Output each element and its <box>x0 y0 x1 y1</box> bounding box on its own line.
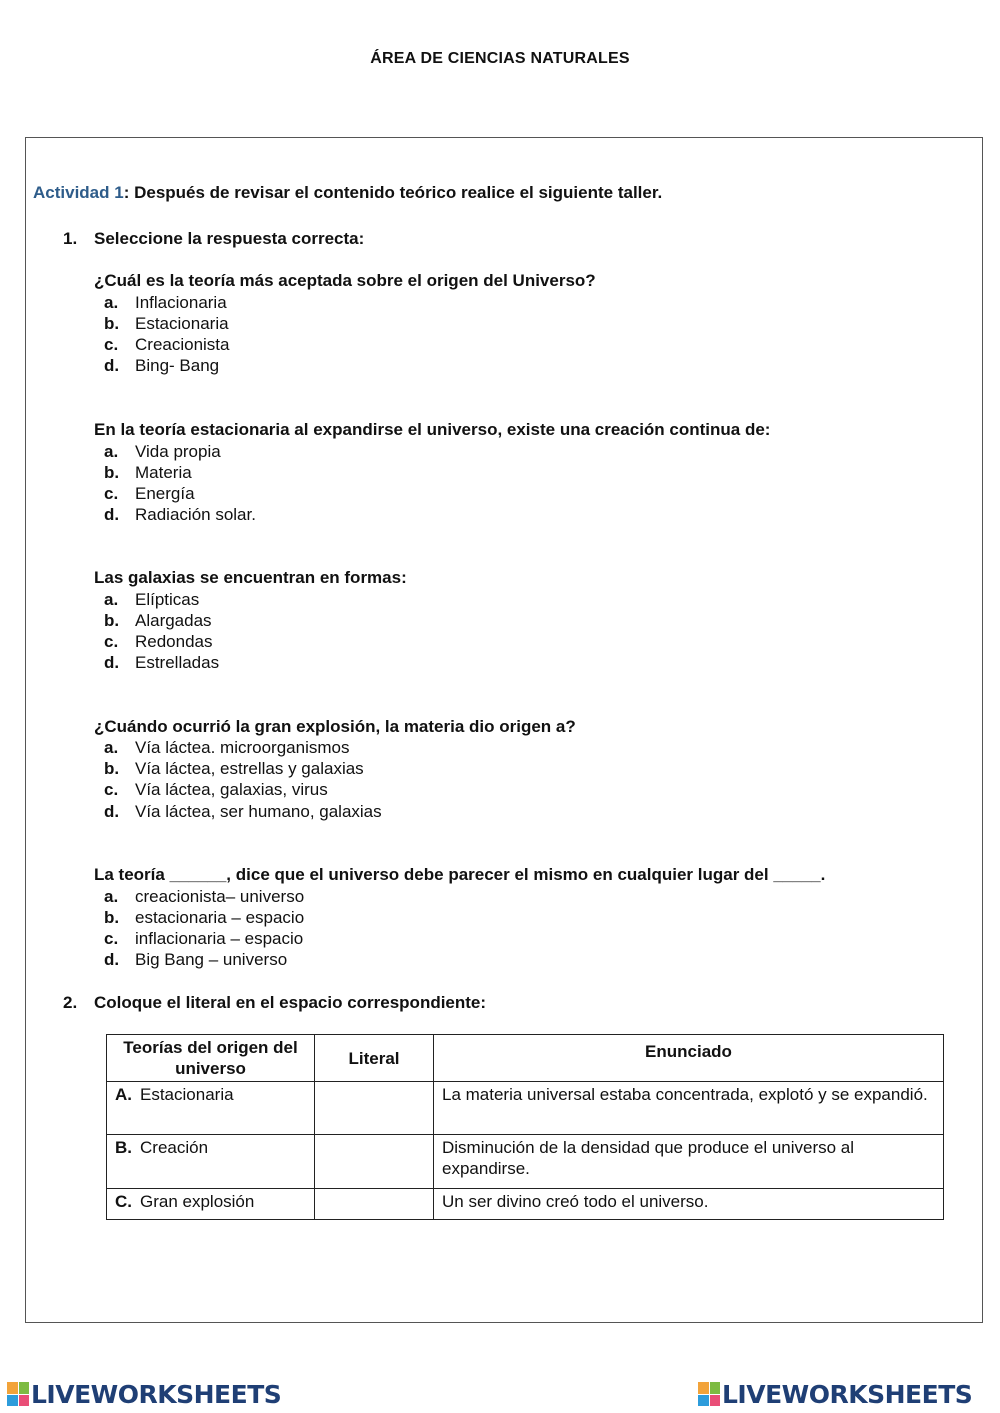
question-5-option-d[interactable] <box>104 950 287 970</box>
question-4-option-c[interactable] <box>104 780 328 800</box>
option-letter: b. <box>104 463 120 482</box>
section-2-title: Coloque el literal en el espacio correspondiente: <box>94 993 487 1012</box>
liveworksheets-icon <box>698 1382 720 1406</box>
activity-label: Actividad 1 <box>33 183 124 202</box>
logo-square <box>7 1395 18 1407</box>
theory-name: Creación <box>140 1138 209 1157</box>
row-letter: B. <box>115 1138 132 1157</box>
statement-cell: Disminución de la densidad que produce el universo al expandirse. <box>434 1135 944 1189</box>
logo-square <box>19 1382 30 1394</box>
option-text: Estacionaria <box>135 314 229 333</box>
question-1-option-d[interactable] <box>104 356 219 376</box>
table-row <box>107 1135 944 1189</box>
question-5-option-a[interactable] <box>104 887 304 907</box>
activity-heading <box>33 183 662 203</box>
option-text: Creacionista <box>135 335 230 354</box>
question-5: La teoría ______, dice que el universo debe parecer el mismo en cualquier lugar del _____. <box>94 865 826 884</box>
question-2-option-d[interactable] <box>104 505 256 525</box>
table-header-row <box>107 1035 944 1082</box>
option-text: Vía láctea, galaxias, virus <box>135 780 328 799</box>
option-letter: b. <box>104 314 120 333</box>
liveworksheets-logo-left <box>7 1378 281 1410</box>
liveworksheets-logo-right <box>698 1378 972 1410</box>
question-3-option-a[interactable] <box>104 590 199 610</box>
logo-square <box>698 1382 709 1394</box>
option-letter: d. <box>104 653 120 672</box>
question-2-option-b[interactable] <box>104 463 192 483</box>
matching-table <box>106 1034 944 1220</box>
option-letter: b. <box>104 611 120 630</box>
logo-square <box>710 1395 721 1407</box>
literal-answer-cell[interactable] <box>315 1135 434 1189</box>
option-text: Energía <box>135 484 195 503</box>
option-text: Alargadas <box>135 611 212 630</box>
option-text: Bing- Bang <box>135 356 220 375</box>
option-text: Estrelladas <box>135 653 220 672</box>
question-3-option-b[interactable] <box>104 611 212 631</box>
logo-square <box>698 1395 709 1407</box>
table-row <box>107 1082 944 1135</box>
question-4-option-a[interactable] <box>104 738 349 758</box>
theory-name: Estacionaria <box>140 1085 234 1104</box>
option-text: estacionaria – espacio <box>135 908 305 927</box>
question-2-option-a[interactable] <box>104 442 221 462</box>
row-letter: A. <box>115 1085 132 1104</box>
option-text: Vía láctea, estrellas y galaxias <box>135 759 364 778</box>
logo-text: LIVEWORKSHEETS <box>31 1379 282 1409</box>
liveworksheets-icon <box>7 1382 29 1406</box>
section-1-title: Seleccione la respuesta correcta: <box>94 229 365 248</box>
statement-cell: Un ser divino creó todo el universo. <box>434 1189 944 1220</box>
option-letter: a. <box>104 590 119 609</box>
question-5-option-c[interactable] <box>104 929 303 949</box>
activity-instruction: : Después de revisar el contenido teórico realice el siguiente taller. <box>123 183 663 202</box>
option-text: Big Bang – universo <box>135 950 288 969</box>
question-2: En la teoría estacionaria al expandirse el universo, existe una creación continua de: <box>94 420 771 439</box>
page-title: ÁREA DE CIENCIAS NATURALES <box>370 50 630 67</box>
option-letter: a. <box>104 442 119 461</box>
option-letter: a. <box>104 887 119 906</box>
option-text: Elípticas <box>135 590 200 609</box>
question-1: ¿Cuál es la teoría más aceptada sobre el origen del Universo? <box>94 271 596 290</box>
question-3-option-d[interactable] <box>104 653 219 673</box>
question-1-option-b[interactable] <box>104 314 229 334</box>
option-letter: b. <box>104 908 120 927</box>
header-theories: Teorías del origen del universo <box>107 1035 315 1082</box>
option-text: Vía láctea. microorganismos <box>135 738 350 757</box>
option-letter: a. <box>104 738 119 757</box>
question-3: Las galaxias se encuentran en formas: <box>94 568 407 587</box>
option-letter: d. <box>104 950 120 969</box>
header-literal: Literal <box>315 1035 434 1082</box>
question-5-option-b[interactable] <box>104 908 304 928</box>
option-letter: c. <box>104 632 119 651</box>
row-letter: C. <box>115 1192 132 1211</box>
theory-name: Gran explosión <box>140 1192 255 1211</box>
theory-cell <box>107 1135 315 1189</box>
option-text: Vida propia <box>135 442 221 461</box>
section-2-number: 2. <box>63 993 78 1012</box>
option-letter: b. <box>104 759 120 778</box>
logo-text: LIVEWORKSHEETS <box>722 1379 973 1409</box>
question-1-option-c[interactable] <box>104 335 230 355</box>
option-text: inflacionaria – espacio <box>135 929 304 948</box>
theory-cell <box>107 1082 315 1135</box>
option-letter: d. <box>104 802 120 821</box>
option-letter: c. <box>104 484 119 503</box>
option-letter: c. <box>104 780 119 799</box>
question-3-option-c[interactable] <box>104 632 213 652</box>
header-statement: Enunciado <box>434 1035 944 1082</box>
question-4-option-b[interactable] <box>104 759 364 779</box>
literal-answer-cell[interactable] <box>315 1189 434 1220</box>
option-text: creacionista– universo <box>135 887 305 906</box>
option-letter: d. <box>104 356 120 375</box>
logo-square <box>7 1382 18 1394</box>
logo-square <box>19 1395 30 1407</box>
section-1-number: 1. <box>63 229 78 248</box>
option-letter: d. <box>104 505 120 524</box>
option-text: Inflacionaria <box>135 293 227 312</box>
option-text: Redondas <box>135 632 213 651</box>
option-letter: c. <box>104 335 119 354</box>
theory-cell <box>107 1189 315 1220</box>
table-row <box>107 1189 944 1220</box>
option-text: Vía láctea, ser humano, galaxias <box>135 802 382 821</box>
option-text: Materia <box>135 463 192 482</box>
option-text: Radiación solar. <box>135 505 256 524</box>
question-2-option-c[interactable] <box>104 484 195 504</box>
option-letter: a. <box>104 293 119 312</box>
option-letter: c. <box>104 929 119 948</box>
literal-answer-cell[interactable] <box>315 1082 434 1135</box>
question-1-option-a[interactable] <box>104 293 227 313</box>
logo-square <box>710 1382 721 1394</box>
question-4: ¿Cuándo ocurrió la gran explosión, la materia dio origen a? <box>94 717 576 736</box>
statement-cell: La materia universal estaba concentrada, explotó y se expandió. <box>434 1082 944 1135</box>
question-4-option-d[interactable] <box>104 802 382 822</box>
